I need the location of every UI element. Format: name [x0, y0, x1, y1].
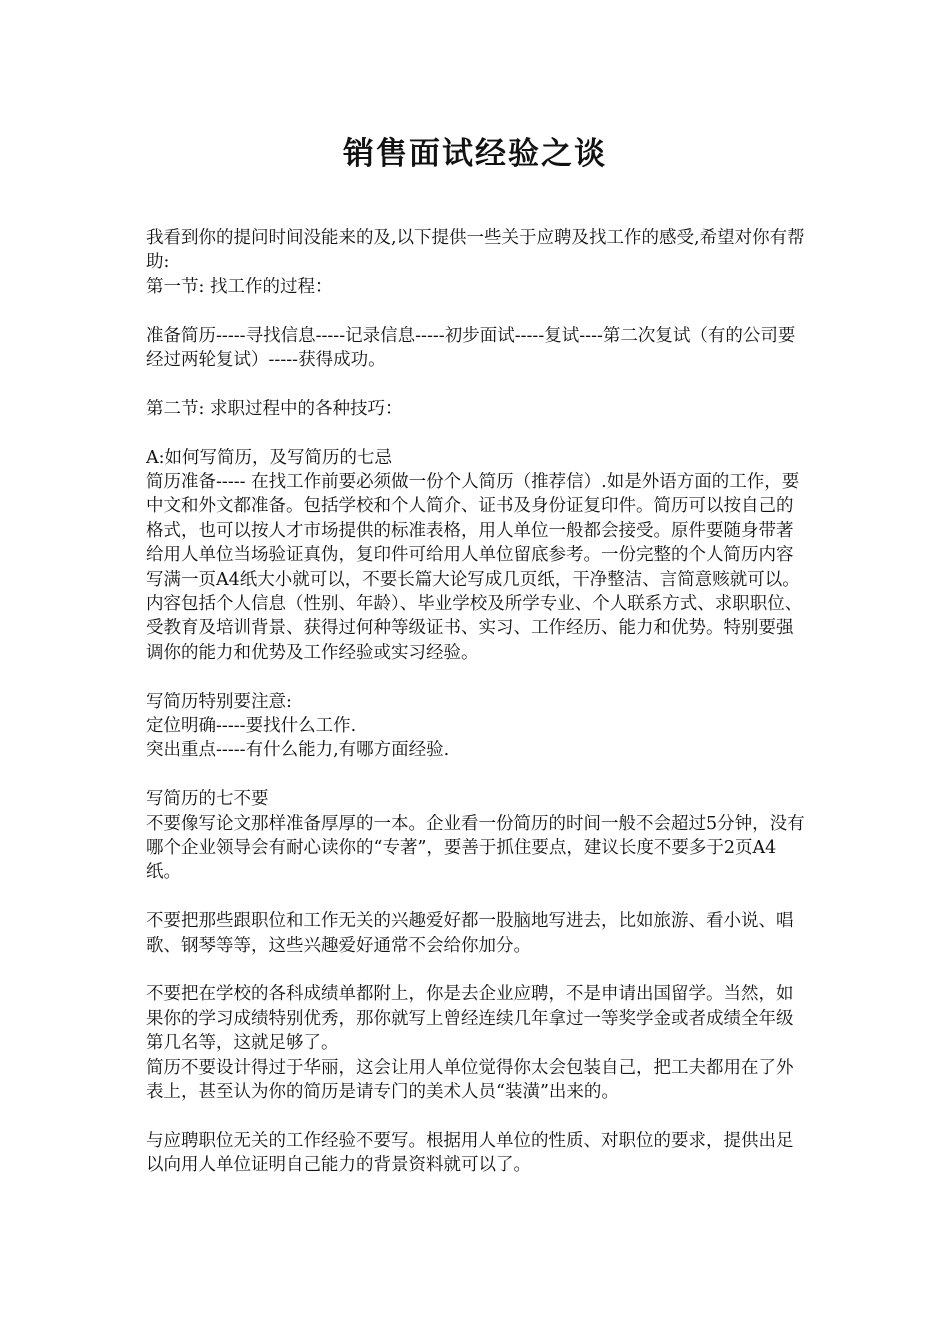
document-title: 销售面试经验之谈	[343, 136, 607, 172]
section-1-heading: 第一节: 找工作的过程：	[146, 276, 333, 297]
blank-line	[146, 372, 808, 396]
dont-paragraph-transcripts: 不要把在学校的各科成绩单都附上，你是去企业应聘，不是申请出国留学。当然，如果你的学习成绩特别优秀，那你就写上曾经连续几年拿过一等奖学金或者成绩全年级第几名等，这就足够了。	[146, 984, 794, 1054]
blank-line	[146, 1105, 808, 1129]
blank-line	[146, 958, 808, 982]
blank-line	[146, 665, 808, 689]
blank-line	[146, 885, 808, 909]
resume-prep-paragraph: 简历准备----- 在找工作前要必须做一份个人简历（推荐信）.如是外语方面的工作，要中文和外文都准备。包括学校和个人简介、证书及身份证复印件。简历可以按自己的格式，也可以按人才市场提供的标准表格，用人单位一般都会接受。原件要随身带著给用人单位当场验证真伪，复印件可给用人单位留底参考。一份完整的个人简历内容写满一页A4纸大小就可以，不要长篇大论写成几页纸，干净整洁、言简意赅就可以。内容包括个人信息（性别、年龄）、毕业学校及所学专业、个人联系方式、求职职位、受教育及培训背景、获得过何种等级证书、实习、工作经历、能力和优势。特别要强调你的能力和优势及工作经验或实习经验。	[146, 472, 803, 663]
note-item-positioning: 定位明确-----要找什么工作.	[146, 716, 357, 737]
seven-donts-heading: 写简历的七不要	[146, 789, 269, 810]
blank-line	[146, 763, 808, 787]
document-body	[146, 226, 808, 1178]
blank-line	[146, 299, 808, 323]
section-2-heading: 第二节: 求职过程中的各种技巧：	[146, 398, 403, 419]
dont-paragraph-irrelevant-experience: 与应聘职位无关的工作经验不要写。根据用人单位的性质、对职位的要求，提供出足以向用人单位证明自己能力的背景资料就可以了。	[146, 1130, 794, 1176]
dont-paragraph-design: 简历不要设计得过于华丽，这会让用人单位觉得你太会包装自己，把工夫都用在了外表上，甚至认为你的简历是请专门的美术人员“装潢”出来的。	[146, 1057, 794, 1103]
subsection-a-heading: A:如何写简历，及写简历的七忌	[146, 447, 393, 468]
intro-paragraph: 我看到你的提问时间没能来的及,以下提供一些关于应聘及找工作的感受,希望对你有帮助:	[146, 228, 805, 273]
dont-paragraph-hobbies: 不要把那些跟职位和工作无关的兴趣爱好都一股脑地写进去，比如旅游、看小说、唱歌、钢琴等等，这些兴趣爱好通常不会给你加分。	[146, 911, 794, 956]
dont-paragraph-length: 不要像写论文那样准备厚厚的一本。企业看一份简历的时间一般不会超过5分钟，没有哪个企业领导会有耐心读你的“专著”，要善于抓住要点，建议长度不要多于2页A4纸。	[146, 813, 805, 883]
note-item-highlights: 突出重点-----有什么能力,有哪方面经验.	[146, 740, 450, 761]
blank-line	[146, 421, 808, 445]
notes-heading: 写简历特别要注意:	[146, 691, 292, 712]
process-paragraph: 准备简历-----寻找信息-----记录信息-----初步面试-----复试----第二次复试（有的公司要经过两轮复试）-----获得成功。	[146, 325, 796, 371]
